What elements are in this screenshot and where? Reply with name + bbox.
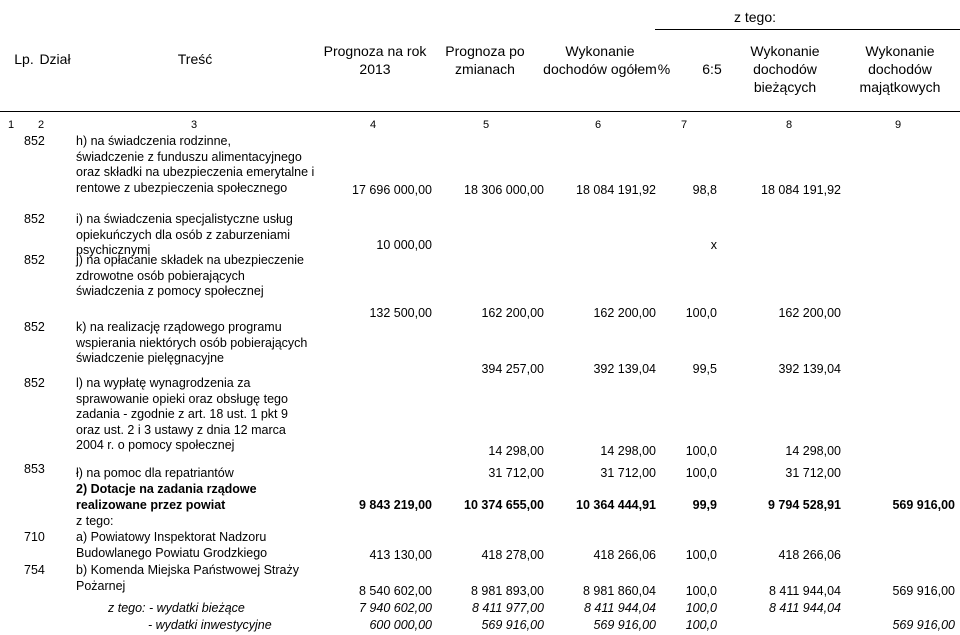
row-k-pct: 99,5 — [692, 362, 717, 376]
row-i-line: psychicznymi — [76, 243, 151, 257]
row-dotacje-line: realizowane przez powiat — [76, 497, 226, 512]
row-l-line: l) na wypłatę wynagrodzenia za — [76, 376, 251, 390]
row-biez-pct: 100,0 — [685, 601, 717, 615]
header-percent: % — [657, 61, 671, 77]
row-a-biezace: 418 266,06 — [778, 548, 841, 562]
row-b-line: b) Komenda Miejska Państwowej Straży — [76, 563, 300, 577]
row-h-line: świadczenie z funduszu alimentacyjnego — [76, 149, 302, 164]
row-i-line: opiekuńczych dla osób z zaburzeniami — [76, 227, 291, 242]
row-biez-prognoza-po: 8 411 977,00 — [471, 601, 544, 615]
row-l-line: 2004 r. o pomocy społecznej — [76, 438, 235, 452]
row-b-desc — [76, 563, 299, 594]
colnum-6: 6 — [594, 119, 602, 131]
row-a-wykonanie: 418 266,06 — [593, 548, 656, 562]
header-dzial: Dział — [39, 51, 71, 67]
row-inw-prognoza-rok: 600 000,00 — [369, 618, 432, 632]
colnum-5: 5 — [482, 119, 490, 131]
row-j-dzial: 852 — [24, 253, 45, 267]
row-h-line: h) na świadczenia rodzinne, — [76, 134, 231, 148]
row-dotacje-wykonanie: 10 364 444,91 — [576, 498, 656, 512]
row-l-line: sprawowanie opieki oraz obsługę tego — [76, 391, 288, 406]
row-a-prognoza-rok: 413 130,00 — [369, 548, 432, 562]
row-h-pct: 98,8 — [692, 183, 717, 197]
row-l-pct: 100,0 — [685, 444, 717, 458]
header-wykonanie-majatkowych — [850, 42, 950, 96]
row-j-pct: 100,0 — [685, 306, 717, 320]
row-k-line: wspierania niektórych osób pobierających — [76, 335, 308, 350]
row-biez-label: z tego: - wydatki bieżące — [108, 601, 245, 615]
header-ratio: 6:5 — [702, 61, 722, 77]
row-b-biezace: 8 411 944,04 — [768, 584, 841, 598]
row-a-desc — [76, 530, 267, 561]
header-wykonanie-ogolem-l1: Wykonanie — [565, 43, 635, 59]
header-wb-l3: bieżących — [753, 79, 817, 95]
row-l-biezace: 14 298,00 — [785, 444, 841, 458]
header-z-tego: z tego: — [733, 9, 777, 25]
row-k-prognoza-rok: 394 257,00 — [481, 362, 544, 376]
row-a-dzial: 710 — [24, 530, 45, 544]
row-j-line: zdrowotne osób pobierających — [76, 268, 245, 283]
row-dotacje-prognoza-rok: 9 843 219,00 — [359, 498, 432, 512]
row-inw-majatkowe: 569 916,00 — [892, 618, 955, 632]
row-j-biezace: 162 200,00 — [778, 306, 841, 320]
row-l2-desc — [76, 466, 234, 482]
row-biez-wykonanie: 8 411 944,04 — [583, 601, 656, 615]
row-k-prognoza-po: 392 139,04 — [593, 362, 656, 376]
row-b-wykonanie: 8 981 860,04 — [583, 584, 656, 598]
row-a-line: Budowlanego Powiatu Grodzkiego — [76, 545, 268, 560]
row-k-desc — [76, 320, 307, 367]
row-l-prognoza-po: 14 298,00 — [600, 444, 656, 458]
row-l2-line: ł) na pomoc dla repatriantów — [76, 466, 234, 480]
row-inw-pct: 100,0 — [685, 618, 717, 632]
row-j-prognoza-rok: 132 500,00 — [369, 306, 432, 320]
row-h-prognoza-po: 18 306 000,00 — [464, 183, 544, 197]
header-bottom-line — [0, 111, 960, 112]
colnum-8: 8 — [785, 119, 793, 131]
row-inw-wykonanie: 569 916,00 — [593, 618, 656, 632]
row-b-prognoza-rok: 8 540 602,00 — [359, 584, 432, 598]
row-b-prognoza-po: 8 981 893,00 — [471, 584, 544, 598]
row-dotacje-majatkowe: 569 916,00 — [892, 498, 955, 512]
row-i-desc — [76, 212, 293, 259]
row-h-line: oraz składki na ubezpieczenia emerytalne i — [76, 165, 315, 179]
row-l2-prognoza-po: 31 712,00 — [600, 466, 656, 480]
row-j-desc — [76, 253, 304, 300]
row-j-line: j) na opłacanie składek na ubezpieczenie — [76, 253, 304, 267]
row-i-line: i) na świadczenia specjalistyczne usług — [76, 212, 293, 226]
row-i-pct: x — [710, 238, 717, 252]
header-wykonanie-ogolem-l2: dochodów ogółem — [543, 61, 657, 77]
row-l-line: zadania - zgodnie z art. 18 ust. 1 pkt 9 — [76, 407, 288, 421]
row-b-dzial: 754 — [24, 563, 45, 577]
row-j-line: świadczenia z pomocy społecznej — [76, 284, 264, 298]
colnum-4: 4 — [369, 119, 377, 131]
row-dotacje-pct: 99,9 — [692, 498, 717, 512]
header-prognoza-rok — [310, 42, 440, 78]
row-l-dzial: 852 — [24, 376, 45, 390]
row-l-line: oraz ust. 2 i 3 ustawy z dnia 12 marca — [76, 422, 286, 437]
row-a-line: a) Powiatowy Inspektorat Nadzoru — [76, 530, 267, 544]
row-z-tego: z tego: — [76, 514, 114, 528]
row-h-line: rentowe z ubezpieczenia społecznego — [76, 180, 288, 195]
row-dotacje-desc — [76, 482, 257, 513]
row-l-desc — [76, 376, 288, 454]
row-k-dzial: 852 — [24, 320, 45, 334]
row-h-prognoza-rok: 17 696 000,00 — [352, 183, 432, 197]
row-b-majatkowe: 569 916,00 — [892, 584, 955, 598]
row-inw-prognoza-po: 569 916,00 — [481, 618, 544, 632]
row-j-prognoza-po: 162 200,00 — [481, 306, 544, 320]
row-dotacje-line: 2) Dotacje na zadania rządowe — [76, 482, 257, 496]
row-b-line: Pożarnej — [76, 578, 126, 593]
row-k-line: świadczenie pielęgnacyjne — [76, 351, 225, 365]
header-prognoza-rok-l2: 2013 — [359, 61, 391, 77]
row-biez-prognoza-rok: 7 940 602,00 — [359, 601, 432, 615]
colnum-2: 2 — [37, 119, 45, 131]
row-h-dzial: 852 — [24, 134, 45, 148]
row-j-wykonanie: 162 200,00 — [593, 306, 656, 320]
row-i-prognoza-rok: 10 000,00 — [376, 238, 432, 252]
row-k-biezace: 392 139,04 — [778, 362, 841, 376]
header-prognoza-po-l2: zmianach — [455, 61, 515, 77]
row-dotacje-biezace: 9 794 528,91 — [768, 498, 841, 512]
colnum-1: 1 — [7, 119, 15, 131]
row-a-pct: 100,0 — [685, 548, 717, 562]
colnum-7: 7 — [680, 119, 688, 131]
colnum-3: 3 — [190, 119, 198, 131]
row-l2-pct: 100,0 — [685, 466, 717, 480]
row-a-prognoza-po: 418 278,00 — [481, 548, 544, 562]
row-l2-dzial: 853 — [24, 462, 45, 476]
header-wm-l2: dochodów — [868, 61, 932, 77]
header-wm-l3: majątkowych — [859, 79, 941, 95]
header-wykonanie-ogolem — [540, 42, 660, 78]
header-z-tego-line — [655, 29, 960, 30]
header-tresc: Treść — [177, 51, 213, 67]
row-l2-biezace: 31 712,00 — [785, 466, 841, 480]
header-lp: Lp. — [14, 51, 34, 67]
row-i-dzial: 852 — [24, 212, 45, 226]
colnum-9: 9 — [894, 119, 902, 131]
header-wm-l1: Wykonanie — [865, 43, 935, 59]
row-biez-biezace: 8 411 944,04 — [768, 601, 841, 615]
row-k-line: k) na realizację rządowego programu — [76, 320, 282, 334]
header-prognoza-po-l1: Prognoza po — [445, 43, 525, 59]
row-l-prognoza-rok: 14 298,00 — [488, 444, 544, 458]
header-prognoza-rok-l1: Prognoza na rok — [323, 43, 427, 59]
header-wb-l1: Wykonanie — [750, 43, 820, 59]
row-b-pct: 100,0 — [685, 584, 717, 598]
row-dotacje-prognoza-po: 10 374 655,00 — [464, 498, 544, 512]
row-h-desc — [76, 134, 314, 196]
row-l2-prognoza-rok: 31 712,00 — [488, 466, 544, 480]
row-inw-label: - wydatki inwestycyjne — [148, 618, 272, 632]
header-wykonanie-biezacych — [735, 42, 835, 96]
header-wb-l2: dochodów — [753, 61, 817, 77]
row-h-wykonanie: 18 084 191,92 — [576, 183, 656, 197]
row-h-biezace: 18 084 191,92 — [761, 183, 841, 197]
header-prognoza-po — [430, 42, 540, 78]
